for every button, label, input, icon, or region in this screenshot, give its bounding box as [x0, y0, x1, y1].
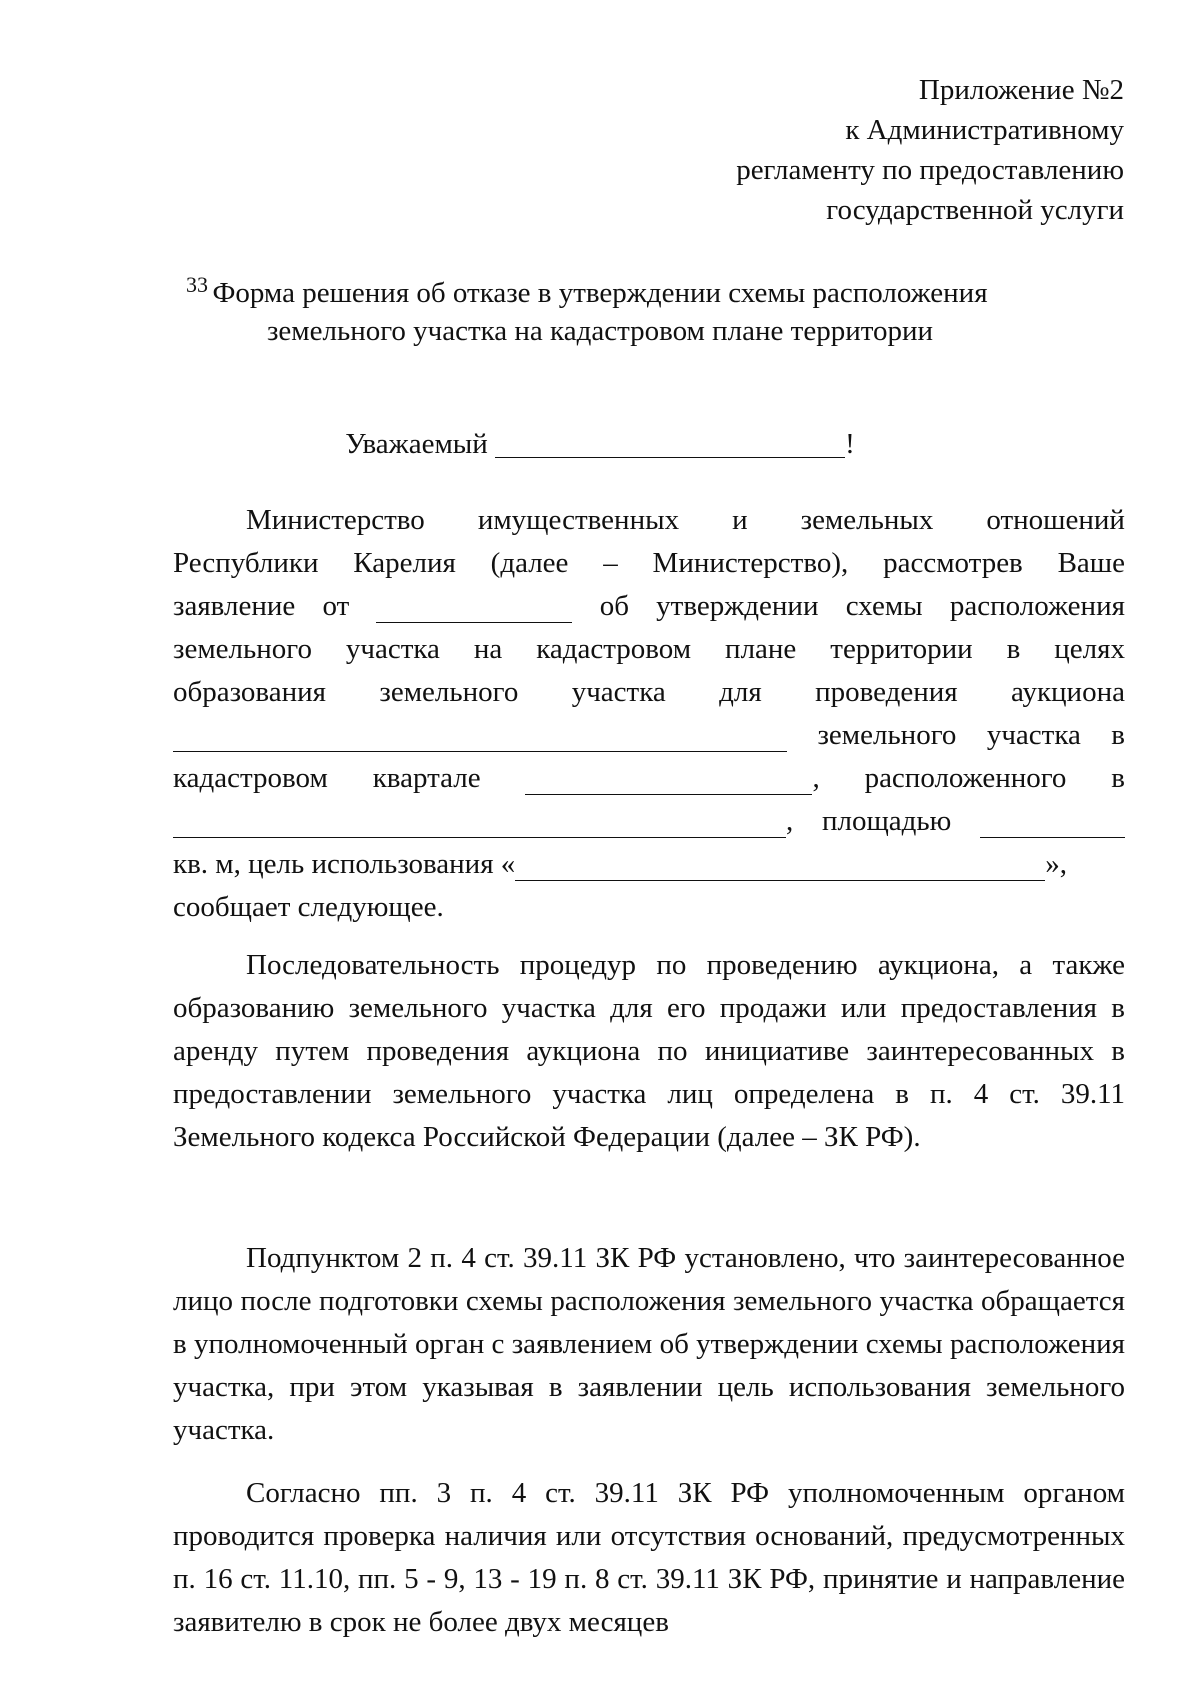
word: »,	[1045, 848, 1068, 880]
appendix-header	[736, 70, 1124, 230]
cadastral-quarter-group	[525, 757, 819, 800]
word: земельного	[173, 633, 312, 665]
word: земельных	[800, 504, 934, 536]
word: (далее	[490, 547, 569, 579]
appendix-line: государственной услуги	[826, 194, 1124, 226]
word: для	[719, 676, 762, 708]
appendix-line: к Административному	[845, 114, 1124, 146]
word: проведения	[815, 676, 958, 708]
word: ,	[786, 805, 794, 837]
word: от	[322, 590, 350, 622]
paragraph-procedure	[173, 944, 1125, 1159]
word: площадью	[821, 805, 952, 837]
text-row	[173, 886, 1125, 929]
word: кадастровом	[536, 633, 692, 665]
title-line: Форма решения об отказе в утверждении схемы расположения	[212, 277, 988, 309]
word: кв. м, цель использования «	[173, 848, 516, 880]
word: в	[1111, 719, 1125, 751]
location-group	[173, 800, 793, 843]
word: плане	[725, 633, 797, 665]
greeting	[0, 425, 1200, 463]
word: утверждении	[656, 590, 819, 622]
word: целях	[1054, 633, 1125, 665]
word: квартале	[372, 762, 481, 794]
addressee-blank	[495, 427, 845, 458]
auction-purpose-blank	[173, 721, 787, 752]
word: участка	[986, 719, 1081, 751]
area-blank	[980, 807, 1125, 838]
greeting-prefix: Уважаемый	[345, 428, 488, 460]
text-row	[173, 671, 1125, 714]
appendix-line: регламенту по предоставлению	[736, 154, 1124, 186]
word: Министерство	[246, 504, 425, 536]
appendix-line: Приложение №2	[918, 74, 1124, 106]
word: кадастровом	[173, 762, 328, 794]
word: об	[599, 590, 629, 622]
greeting-suffix: !	[845, 428, 855, 460]
word: расположения	[949, 590, 1125, 622]
word: и	[732, 504, 748, 536]
paragraph-request	[173, 499, 1125, 929]
word: рассмотрев	[883, 547, 1023, 579]
word: сообщает следующее.	[173, 891, 444, 923]
word: заявление	[173, 590, 296, 622]
purpose-group	[173, 843, 1067, 886]
paragraph-text: Согласно пп. 3 п. 4 ст. 39.11 ЗК РФ уполномоченным органом проводится проверка наличия или отсутствия оснований, предусмотренных п. 16 ст. 11.10, пп. 5 - 9, 13 - 19 п. 8 ст. 39.11 ЗК РФ, принятие и направление заявителю в срок не более двух месяцев	[173, 1477, 1125, 1638]
word: участка	[345, 633, 440, 665]
cadastral-quarter-blank	[525, 764, 812, 795]
word: отношений	[986, 504, 1125, 536]
word: Ваше	[1057, 547, 1125, 579]
word: Республики	[173, 547, 319, 579]
text-row	[173, 757, 1125, 800]
word: в	[1111, 762, 1125, 794]
word: образования	[173, 676, 326, 708]
paragraph-text: Последовательность процедур по проведению аукциона, а также образованию земельного участка для его продажи или предоставления в аренду путем проведения аукциона по инициативе заинтересованных в предоставлении земельного участка лиц определена в п. 4 ст. 39.11 Земельного кодекса Российской Федерации (далее – ЗК РФ).	[173, 949, 1125, 1153]
text-row	[173, 628, 1125, 671]
text-row	[173, 714, 1125, 757]
text-row	[173, 585, 1125, 628]
word: ,	[812, 762, 820, 794]
land-use-purpose-blank	[515, 850, 1045, 881]
paragraph-subclause	[173, 1237, 1125, 1452]
word: на	[473, 633, 503, 665]
page-mark: 33	[186, 272, 208, 297]
word: схемы	[845, 590, 923, 622]
word: в	[1006, 633, 1021, 665]
word: расположенного	[864, 762, 1067, 794]
word: Карелия	[353, 547, 456, 579]
word: –	[603, 547, 618, 579]
document-title	[0, 274, 1200, 350]
text-row	[173, 800, 1125, 843]
location-blank	[173, 807, 786, 838]
word: территории	[830, 633, 973, 665]
application-date-blank	[376, 592, 572, 623]
word: земельного	[379, 676, 519, 708]
word: аукциона	[1011, 676, 1125, 708]
paragraph-verification	[173, 1472, 1125, 1644]
title-line: земельного участка на кадастровом плане территории	[266, 315, 934, 347]
word: имущественных	[477, 504, 680, 536]
text-row	[173, 542, 1125, 585]
text-row	[173, 843, 1125, 886]
paragraph-text: Подпунктом 2 п. 4 ст. 39.11 ЗК РФ установлено, что заинтересованное лицо после подготовки схемы расположения земельного участка обращается в уполномоченный орган с заявлением об утверждении схемы расположения участка, при этом указывая в заявлении цель использования земельного участка.	[173, 1242, 1125, 1446]
word: участка	[571, 676, 666, 708]
text-row	[173, 499, 1125, 542]
word: Министерство),	[652, 547, 849, 579]
word: земельного	[817, 719, 957, 751]
